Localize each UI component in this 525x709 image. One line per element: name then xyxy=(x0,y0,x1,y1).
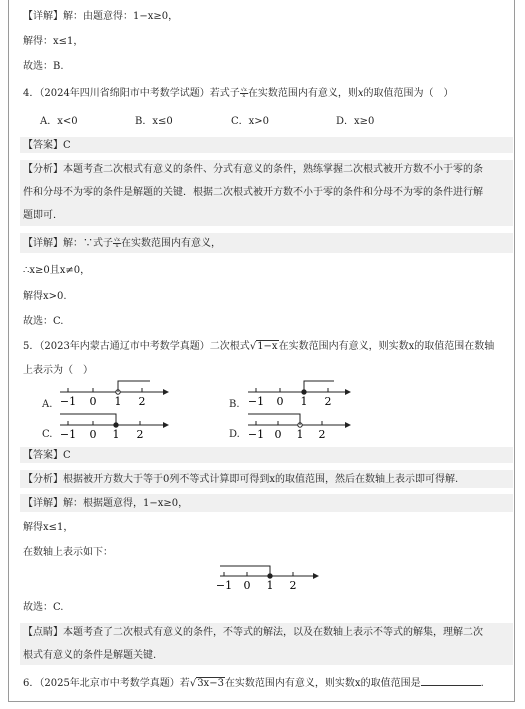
q4-frac-den: x xyxy=(242,93,246,99)
q4-detail-3: 解得x>0. xyxy=(23,291,67,302)
q5-analysis: 【分析】根据被开方数大于等于0列不等式计算即可得到x的取值范围，然后在数轴上表示即可得解. xyxy=(23,474,459,485)
q4-detail-4: 故选：C. xyxy=(23,316,64,327)
q4-stem-part2: 在实数范围内有意义，则 xyxy=(247,88,358,99)
q5-option-b-label: B. xyxy=(229,399,240,410)
q6-radicand: 3x−3 xyxy=(197,678,224,689)
number-line-b xyxy=(248,381,350,408)
number-line-c-tick-1: −1 xyxy=(59,428,77,441)
number-line-b-tick-1: −1 xyxy=(247,395,265,408)
q6-stem-part2: 在实数范围内有意义，则实数x的取值范围是 xyxy=(224,678,421,689)
number-line-d-tick-1: −1 xyxy=(247,428,265,441)
q5-detail-4: 故选：C. xyxy=(23,602,64,613)
q5-answer: 【答案】C xyxy=(23,450,71,461)
number-line-a-tick-4: 2 xyxy=(138,395,146,408)
number-line-d-tick-3: 1 xyxy=(296,428,304,441)
number-line-b-tick-2: 0 xyxy=(276,395,284,408)
prev-solution-line: 【详解】解：由题意得：1−x≥0， xyxy=(23,11,179,22)
q4-option-c: C．x>0 xyxy=(231,116,270,127)
solution-tick-4: 2 xyxy=(289,579,297,592)
q5-option-d-label: D. xyxy=(229,429,240,440)
q4-var: x xyxy=(357,88,364,99)
q5-detail-3: 在数轴上表示如下： xyxy=(23,547,113,558)
q4-detail-2: ∴x≥0且x≠0， xyxy=(23,265,91,276)
q5-stem-2: 上表示为（ ） xyxy=(23,365,93,376)
q4-detail-frac-den: x xyxy=(115,243,119,249)
q4-option-a: A．x<0 xyxy=(40,116,78,127)
solution-tick-3: 1 xyxy=(266,579,274,592)
q4-detail-frac-num: √x xyxy=(114,237,121,243)
q5-note-2: 根式有意义的条件是解题关键. xyxy=(23,650,157,661)
solution-tick-1: −1 xyxy=(215,579,233,592)
q4-stem-part3: 的取值范围为（ ） xyxy=(363,88,454,99)
number-line-b-tick-3: 1 xyxy=(300,395,308,408)
number-line-d-tick-2: 0 xyxy=(274,428,282,441)
q5-detail-1: 【详解】解：根据题意得，1−x≥0， xyxy=(23,498,189,509)
prev-choice-line: 故选：B. xyxy=(23,61,64,72)
solution-tick-2: 0 xyxy=(243,579,251,592)
q5-note-1: 【点睛】本题考查了二次根式有意义的条件，不等式的解法，以及在数轴上表示不等式的解集，理解二次 xyxy=(23,627,483,638)
number-line-a-tick-3: 1 xyxy=(114,395,122,408)
q4-analysis-1: 【分析】本题考查二次根式有意义的条件、分式有意义的条件，熟练掌握二次根式被开方数不小于零的条 xyxy=(23,164,483,175)
number-line-a xyxy=(60,381,168,408)
q4-answer: 【答案】C xyxy=(23,140,71,151)
q4-option-d: D．x≥0 xyxy=(336,116,375,127)
q4-analysis-3: 题即可． xyxy=(23,210,63,221)
solution-number-line xyxy=(216,566,318,592)
q6-stem-end: . xyxy=(480,678,484,689)
q5-stem-part2: 在实数范围内有意义，则实数x的取值范围在数轴 xyxy=(278,341,495,352)
number-line-c xyxy=(60,414,168,441)
number-line-c-tick-4: 2 xyxy=(136,428,144,441)
q5-detail-2: 解得x≤1， xyxy=(23,522,74,533)
q4-detail-1b: 在实数范围内有意义， xyxy=(121,238,222,249)
q4-detail-1a: 【详解】解：∵式子 xyxy=(23,238,113,249)
number-line-d xyxy=(248,414,350,441)
number-line-d-tick-4: 2 xyxy=(318,428,326,441)
q4-analysis-2: 件和分母不为零的条件是解题的关键．根据二次根式被开方数不小于零的条件和分母不为零的条件进行解 xyxy=(23,187,483,198)
number-line-c-tick-3: 1 xyxy=(112,428,120,441)
q6-answer-blank[interactable] xyxy=(421,676,481,686)
q4-frac-num: √x xyxy=(240,87,247,93)
q5-option-c-label: C. xyxy=(42,429,53,440)
q6-stem-part1: 6．（2025年北京市中考数学真题）若 xyxy=(23,678,190,689)
q5-answer-bg xyxy=(20,447,513,463)
number-line-c-tick-2: 0 xyxy=(89,428,97,441)
q6-stem: 6．（2025年北京市中考数学真题）若√3x−3在实数范围内有意义，则实数x的取值范围是 . xyxy=(23,678,484,689)
q5-stem-part1: 5．（2023年内蒙古通辽市中考数学真题）二次根式 xyxy=(23,341,250,352)
q4-option-b: B．x≤0 xyxy=(135,116,173,127)
q5-radicand: 1−x xyxy=(257,341,278,352)
q5-option-a-label: A. xyxy=(42,399,53,410)
q5-stem-1: 5．（2023年内蒙古通辽市中考数学真题）二次根式√1−x在实数范围内有意义，则实数x的取值范围在数轴 xyxy=(23,341,495,352)
number-line-a-tick-1: −1 xyxy=(59,395,77,408)
number-line-b-tick-4: 2 xyxy=(324,395,332,408)
number-line-a-tick-2: 0 xyxy=(89,395,97,408)
prev-result-line: 解得：x≤1， xyxy=(23,36,84,47)
q4-stem-part1: 4．（2024年四川省绵阳市中考数学试题）若式子 xyxy=(23,88,240,99)
